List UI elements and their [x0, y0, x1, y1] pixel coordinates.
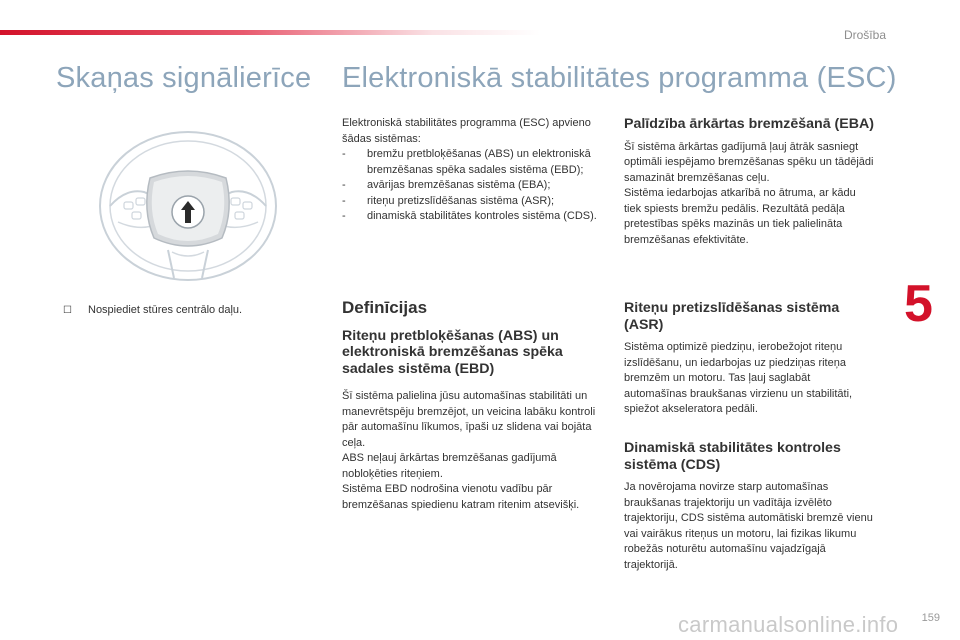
- eba-para-2: Sistēma iedarbojas atkarībā no ātruma, ar kādu tiek spiests bremžu pedālis. Rezultātā pedāļa pretestības spēks mazinās un tiek palielināta bremzēšanas efektivitāte.: [624, 187, 856, 246]
- bullet-marker-icon: ☐: [63, 305, 72, 316]
- esc-intro-text: Elektroniskā stabilitātes programma (ESC) apvieno šādas sistēmas:: [342, 117, 591, 145]
- cds-section: [624, 440, 874, 573]
- definitions-heading: Definīcijas: [342, 298, 428, 317]
- horn-instruction-text: Nospiediet stūres centrālo daļu.: [88, 304, 243, 316]
- chapter-number: 5: [904, 275, 933, 333]
- list-item: - riteņu pretizslīdēšanas sistēma (ASR);: [342, 194, 555, 207]
- abs-para-2: ABS neļauj ārkārtas bremzēšanas gadījumā nobloķēties riteņiem.: [342, 452, 557, 480]
- esc-title: Elektroniskā stabilitātes programma (ESC): [342, 62, 897, 94]
- asr-heading: Riteņu pretizslīdēšanas sistēma (ASR): [624, 300, 840, 333]
- page-number: 159: [921, 612, 940, 624]
- list-item: - bremžu pretbloķēšanas (ABS) un elektroniskā bremzēšanas spēka sadales sistēma (EBD);: [342, 148, 591, 176]
- list-item: - dinamiskā stabilitātes kontroles sistēma (CDS).: [342, 210, 597, 222]
- eba-section: [624, 116, 874, 248]
- eba-para-1: Šī sistēma ārkārtas gadījumā ļauj ātrāk sasniegt optimāli iespējamo bremzēšanas spēku un tādējādi samazināt bremzēšanas ceļu.: [624, 140, 874, 184]
- asr-para-1: Sistēma optimizē piedziņu, ierobežojot riteņu izslīdēšanu, un iedarbojas uz piedziņas riteņa bremzēm un motoru. Tas ļauj saglabāt automašīnas braukšanas virzienu un stabilitāti, spiežot akseleratora pedāli.: [624, 341, 853, 415]
- cds-heading: Dinamiskā stabilitātes kontroles sistēma (CDS): [624, 440, 841, 473]
- horn-instruction: [63, 303, 313, 319]
- list-item: - avārijas bremzēšanas sistēma (EBA);: [342, 179, 551, 191]
- cds-para-1: Ja novērojama novirze starp automašīnas braukšanas trajektoriju un vadītāja izvēlēto trajektoriju, CDS sistēma automātiski bremzē vienu vai vairākus riteņus un motoru, lai fizikas likumu robežās noturētu automašīnu vajadzīgajā trajektorijā.: [624, 481, 873, 571]
- abs-para-1: Šī sistēma palielina jūsu automašīnas stabilitāti un manevrētspēju bremzējot, un veicina labāku kontroli pār automašīnu līkumos, īpaši uz slidena vai bojāta ceļa.: [342, 390, 596, 449]
- watermark: carmanualsonline.info: [678, 612, 899, 637]
- abs-heading: Riteņu pretbloķēšanas (ABS) un elektroniskā bremzēšanas spēka sadales sistēma (EBD): [342, 327, 563, 377]
- abs-para-3: Sistēma EBD nodrošina vienotu vadību pār bremzēšanas spiedienu katram ritenim atsevišķi.: [342, 483, 580, 511]
- asr-section: [624, 300, 874, 418]
- section-label: Drošība: [843, 28, 886, 42]
- top-accent-bar: [0, 30, 540, 35]
- steering-wheel-illustration: [96, 126, 280, 284]
- definitions-section: [342, 300, 604, 513]
- esc-intro: [342, 116, 602, 225]
- horn-title: Skaņas signālierīce: [56, 62, 312, 94]
- eba-heading: Palīdzība ārkārtas bremzēšanā (EBA): [624, 116, 874, 132]
